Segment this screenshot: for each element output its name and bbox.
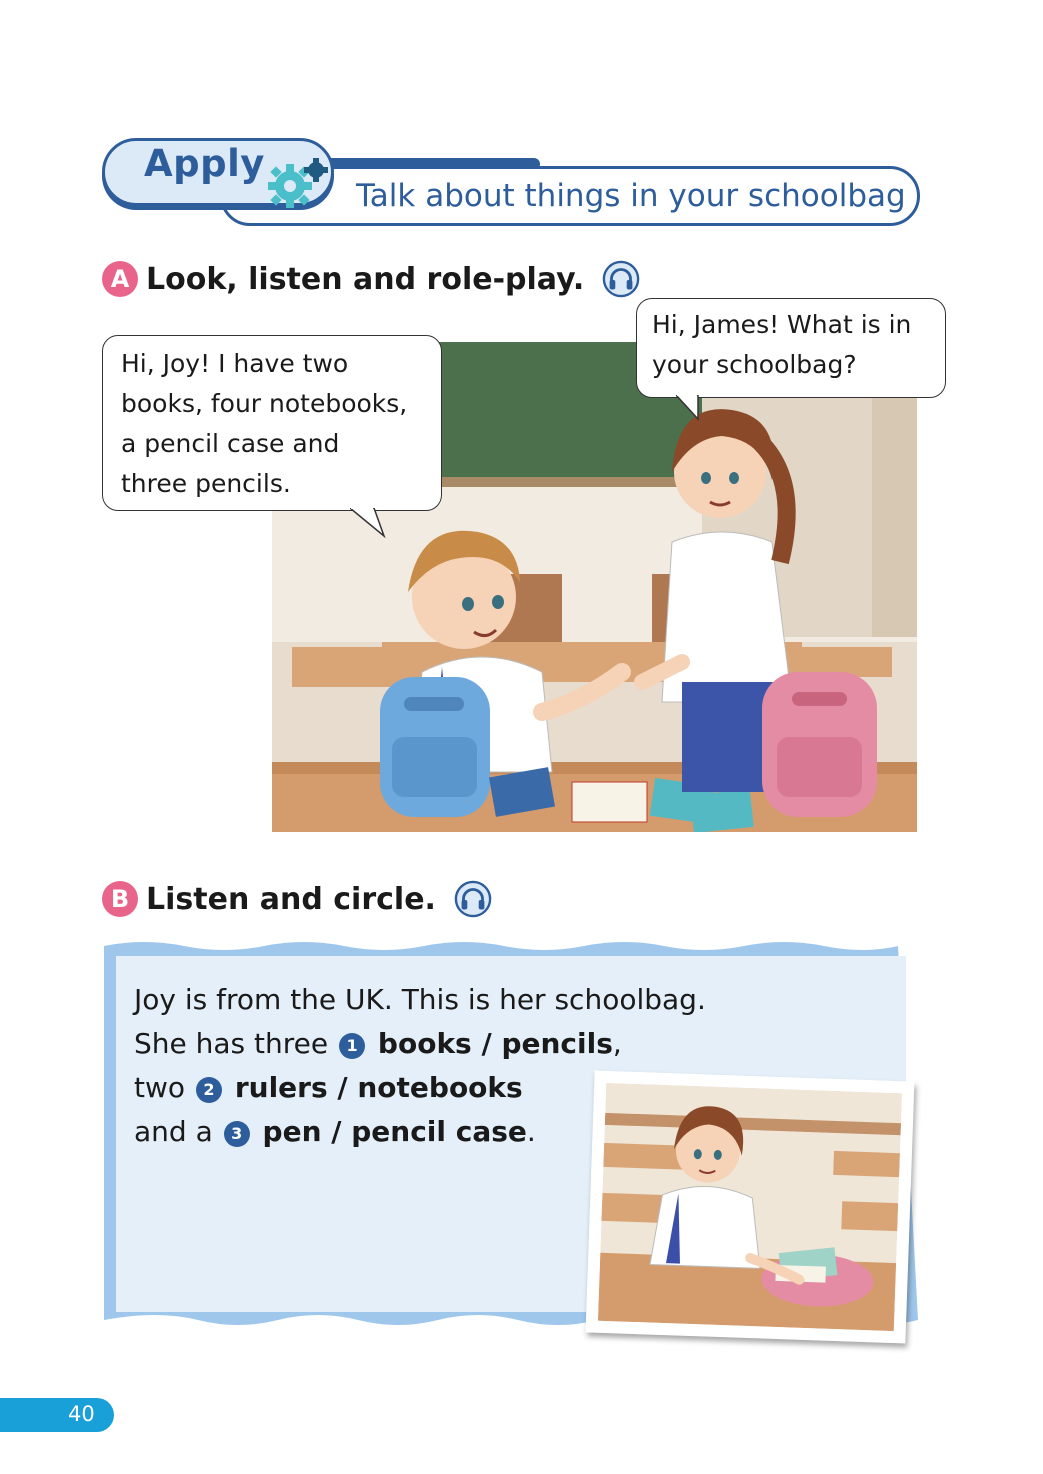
bubble-boy-line: three pencils.	[121, 469, 291, 498]
paragraph-line-2	[134, 1022, 706, 1066]
question-number-2: 2	[196, 1077, 222, 1103]
blue-backpack	[380, 677, 490, 817]
banner-title: Apply	[144, 142, 265, 185]
circle-option-1[interactable]: books / pencils	[377, 1027, 613, 1060]
pink-backpack	[762, 672, 877, 817]
bubble-girl-tail	[676, 395, 706, 421]
gears-icon	[260, 150, 332, 212]
bubble-girl-line: Hi, James! What is in	[652, 310, 912, 339]
circle-option-2[interactable]: rulers / notebooks	[234, 1071, 523, 1104]
line-text: ,	[612, 1027, 622, 1060]
bubble-boy-line: a pencil case and	[121, 429, 340, 458]
paragraph-line-1: Joy is from the UK. This is her schoolbag.	[134, 983, 706, 1016]
section-b-badge: B	[102, 881, 138, 917]
section-b-title: Listen and circle.	[146, 881, 436, 917]
page-number-tab	[0, 1398, 114, 1432]
circle-option-3[interactable]: pen / pencil case	[262, 1115, 527, 1148]
speech-bubble-boy	[102, 335, 442, 511]
bubble-girl-line: your schoolbag?	[652, 350, 857, 379]
page-number: 40	[68, 1402, 95, 1426]
speech-bubble-girl	[636, 298, 946, 398]
banner-subtitle: Talk about things in your schoolbag	[356, 178, 906, 214]
headphones-icon[interactable]	[454, 880, 492, 918]
joy-photo	[586, 1070, 915, 1343]
bubble-boy-tail	[350, 508, 390, 538]
section-b-heading	[102, 880, 492, 918]
section-a-badge: A	[102, 261, 138, 297]
bubble-boy-line: Hi, Joy! I have two	[121, 349, 349, 378]
line-text: two	[134, 1071, 194, 1104]
headphones-icon[interactable]	[602, 260, 640, 298]
bubble-boy-line: books, four notebooks,	[121, 389, 408, 418]
section-a-title: Look, listen and role-play.	[146, 261, 585, 297]
line-text: She has three	[134, 1027, 338, 1060]
joy-with-schoolbag-illustration	[598, 1083, 902, 1331]
line-text: .	[526, 1115, 536, 1148]
question-number-1: 1	[339, 1033, 365, 1059]
section-a-heading	[102, 260, 640, 298]
line-text: and a	[134, 1115, 222, 1148]
question-number-3: 3	[224, 1121, 250, 1147]
apply-banner	[100, 136, 922, 230]
